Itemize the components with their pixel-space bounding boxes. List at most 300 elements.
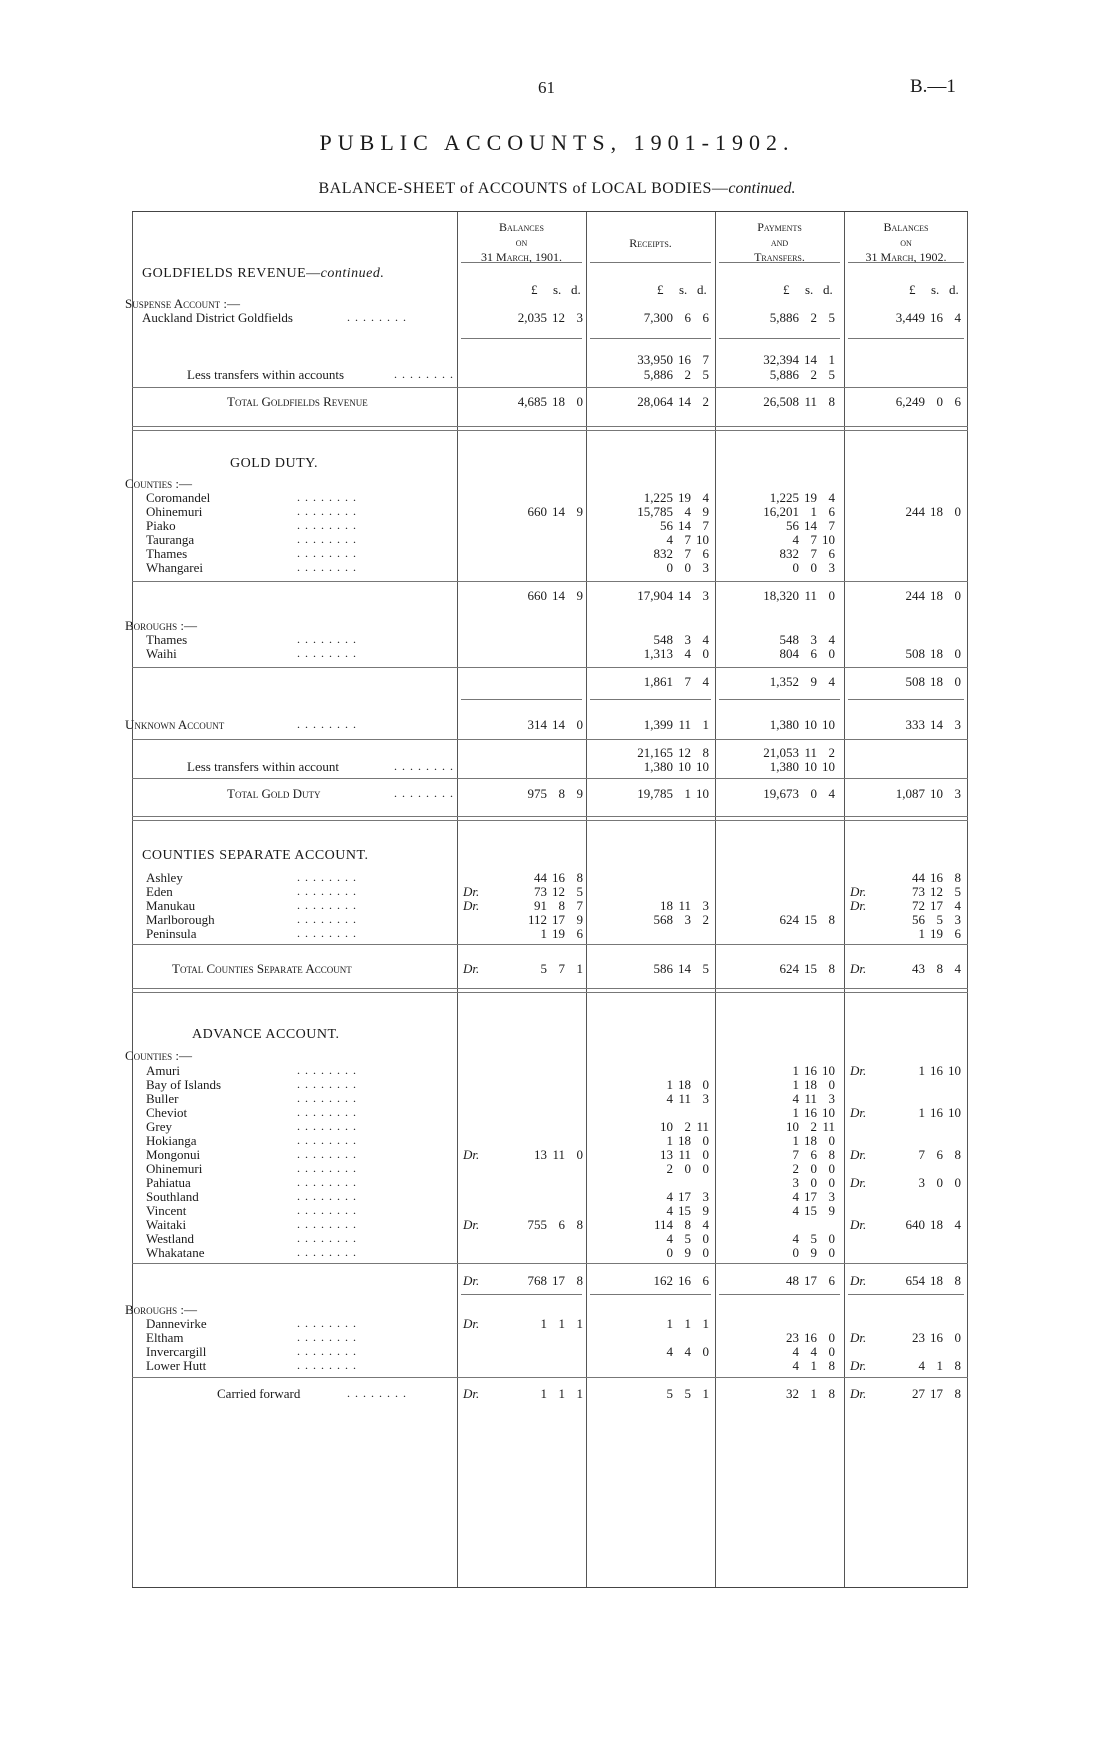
shillings: 18 xyxy=(930,1273,943,1288)
pounds: 0 xyxy=(666,560,673,575)
amount-c3 xyxy=(745,1147,835,1162)
pounds: 19,785 xyxy=(637,786,673,801)
amount-c4 xyxy=(871,961,961,976)
table-row xyxy=(132,759,968,774)
pounds: 13 xyxy=(534,1147,547,1162)
pounds: 1 xyxy=(792,1133,799,1148)
pence-unit: d. xyxy=(571,282,581,297)
amount-c3 xyxy=(745,1386,835,1401)
table-row xyxy=(132,1316,968,1331)
leader-dots: . . . . . . . . xyxy=(394,367,454,381)
pence-unit: d. xyxy=(823,282,833,297)
shillings: 18 xyxy=(804,1077,817,1092)
shillings: 17 xyxy=(804,1273,817,1288)
column-heading-line: 31 March, 1902. xyxy=(865,250,947,264)
table-row xyxy=(132,546,968,561)
shillings: 14 xyxy=(804,518,817,533)
shillings: 19 xyxy=(804,490,817,505)
shillings: 1 xyxy=(810,1358,817,1373)
shillings: 19 xyxy=(678,490,691,505)
page-reference: B.—1 xyxy=(910,76,956,97)
column-heading-c3 xyxy=(715,220,844,265)
shillings: 15 xyxy=(678,1203,691,1218)
amount-c3 xyxy=(745,367,835,382)
pounds: 7,300 xyxy=(643,310,673,325)
row-label: Manukau xyxy=(146,898,196,913)
amount-c2 xyxy=(619,961,709,976)
row-label: Amuri xyxy=(146,1063,180,1078)
amount-c2 xyxy=(619,1231,709,1246)
shillings: 19 xyxy=(552,926,565,941)
group-label-text: Counties :— xyxy=(125,476,193,491)
pence: 10 xyxy=(822,1063,835,1078)
shillings: 8 xyxy=(558,786,565,801)
shillings: 1 xyxy=(684,1316,691,1331)
pence: 0 xyxy=(828,1344,835,1359)
pounds: 314 xyxy=(527,717,547,732)
leader-dots: . . . . . . . . xyxy=(347,310,407,324)
section-heading xyxy=(192,1027,340,1043)
table-row xyxy=(132,532,968,547)
shillings: 18 xyxy=(930,674,943,689)
pounds: 1 xyxy=(540,926,547,941)
debit-marker: Dr. xyxy=(463,1316,480,1331)
shillings: 11 xyxy=(804,745,817,760)
amount-c3 xyxy=(745,504,835,519)
amount-c4 xyxy=(871,1386,961,1401)
pence: 6 xyxy=(828,1273,835,1288)
pounds: 13 xyxy=(660,1147,673,1162)
table-row xyxy=(132,1147,968,1162)
amount-c4 xyxy=(871,1063,961,1078)
leader-dots: . . . . . . . . xyxy=(297,1119,357,1133)
pence: 3 xyxy=(702,560,709,575)
pounds: 4 xyxy=(792,1231,799,1246)
pence: 0 xyxy=(702,1231,709,1246)
pounds: 27 xyxy=(912,1386,925,1401)
subtitle-suffix: continued. xyxy=(728,180,796,197)
amount-c2 xyxy=(619,1077,709,1092)
pounds: 4 xyxy=(666,1189,673,1204)
pounds: 1 xyxy=(666,1316,673,1331)
shillings: 0 xyxy=(810,560,817,575)
shillings: 4 xyxy=(684,1344,691,1359)
pounds: 4 xyxy=(666,1203,673,1218)
pence: 0 xyxy=(576,717,583,732)
pounds: 4 xyxy=(918,1358,925,1373)
amount-c3 xyxy=(745,1231,835,1246)
pounds: 56 xyxy=(912,912,925,927)
leader-dots: . . . . . . . . xyxy=(297,1203,357,1217)
shillings: 14 xyxy=(552,717,565,732)
pounds: 48 xyxy=(786,1273,799,1288)
pounds: 162 xyxy=(653,1273,673,1288)
section-heading-suffix: continued. xyxy=(320,266,385,281)
row-rule xyxy=(132,387,968,388)
row-label: Vincent xyxy=(146,1203,187,1218)
pounds: 18 xyxy=(660,898,673,913)
subtotal-rule xyxy=(590,699,711,700)
shillings: 1 xyxy=(936,1358,943,1373)
pence: 4 xyxy=(954,310,961,325)
pence: 5 xyxy=(702,961,709,976)
amount-c4 xyxy=(871,1105,961,1120)
table-row xyxy=(132,912,968,927)
table-row xyxy=(132,884,968,899)
row-label: Total Gold Duty xyxy=(227,786,321,801)
column-heading-line: and xyxy=(770,235,789,249)
pence: 10 xyxy=(822,759,835,774)
pence: 3 xyxy=(702,1189,709,1204)
amount-c1 xyxy=(493,1316,583,1331)
shillings: 11 xyxy=(678,1147,691,1162)
table-row xyxy=(132,1386,968,1401)
pence: 0 xyxy=(828,1077,835,1092)
debit-marker: Dr. xyxy=(850,1330,867,1345)
leader-dots: . . . . . . . . xyxy=(297,717,357,731)
pounds: 23 xyxy=(786,1330,799,1345)
row-label: Buller xyxy=(146,1091,179,1106)
amount-c1 xyxy=(493,926,583,941)
pence: 1 xyxy=(702,1316,709,1331)
row-label: Marlborough xyxy=(146,912,215,927)
amount-c4 xyxy=(871,674,961,689)
pounds: 1 xyxy=(918,1105,925,1120)
pounds: 832 xyxy=(779,546,799,561)
column-heading-c2 xyxy=(586,236,715,251)
table-row xyxy=(132,961,968,976)
table-row xyxy=(132,1344,968,1359)
pence: 3 xyxy=(954,912,961,927)
pounds: 91 xyxy=(534,898,547,913)
shillings: 18 xyxy=(552,394,565,409)
pounds: 1,087 xyxy=(895,786,925,801)
shillings: 4 xyxy=(684,646,691,661)
amount-c1 xyxy=(493,394,583,409)
pounds: 28,064 xyxy=(637,394,673,409)
leader-dots: . . . . . . . . xyxy=(297,898,357,912)
amount-c3 xyxy=(745,674,835,689)
amount-c3 xyxy=(745,912,835,927)
shillings: 12 xyxy=(930,884,943,899)
shillings: 0 xyxy=(684,560,691,575)
shillings: 18 xyxy=(930,646,943,661)
amount-c2 xyxy=(619,1161,709,1176)
row-rule xyxy=(132,667,968,668)
table-row xyxy=(132,632,968,647)
amount-c4 xyxy=(871,926,961,941)
amount-c1 xyxy=(493,870,583,885)
pence: 4 xyxy=(954,898,961,913)
pence: 1 xyxy=(576,1316,583,1331)
column-heading-line: Transfers. xyxy=(754,250,805,264)
row-label: Grey xyxy=(146,1119,172,1134)
shillings: 0 xyxy=(936,1175,943,1190)
pounds: 1,352 xyxy=(769,674,799,689)
shillings: 1 xyxy=(558,1316,565,1331)
pence: 3 xyxy=(954,786,961,801)
shillings: 1 xyxy=(810,1386,817,1401)
row-label: Dannevirke xyxy=(146,1316,207,1331)
table-row xyxy=(132,898,968,913)
pence: 3 xyxy=(954,717,961,732)
amount-c2 xyxy=(619,532,709,547)
pounds: 33,950 xyxy=(637,352,673,367)
pounds: 5,886 xyxy=(769,310,799,325)
shilling-unit: s. xyxy=(931,282,940,297)
leader-dots: . . . . . . . . xyxy=(297,926,357,940)
table-row xyxy=(132,1245,968,1260)
pence: 0 xyxy=(702,1077,709,1092)
shillings: 14 xyxy=(678,961,691,976)
amount-c4 xyxy=(871,717,961,732)
pounds: 1 xyxy=(792,1105,799,1120)
amount-c4 xyxy=(871,884,961,899)
table-row xyxy=(125,717,968,732)
shillings: 0 xyxy=(810,1161,817,1176)
pence-unit: d. xyxy=(949,282,959,297)
shillings: 16 xyxy=(930,1330,943,1345)
pounds: 4,685 xyxy=(517,394,547,409)
pounds: 43 xyxy=(912,961,925,976)
amount-c2 xyxy=(619,352,709,367)
table-row xyxy=(132,926,968,941)
shillings: 11 xyxy=(804,588,817,603)
pounds: 5,886 xyxy=(769,367,799,382)
amount-c3 xyxy=(745,490,835,505)
table-row xyxy=(132,367,968,382)
pounds: 16,201 xyxy=(763,504,799,519)
amount-c3 xyxy=(745,632,835,647)
shillings: 6 xyxy=(558,1217,565,1232)
pence: 4 xyxy=(702,490,709,505)
pounds: 26,508 xyxy=(763,394,799,409)
pounds: 2 xyxy=(666,1161,673,1176)
debit-marker: Dr. xyxy=(850,1217,867,1232)
shillings: 17 xyxy=(552,1273,565,1288)
debit-marker: Dr. xyxy=(463,1386,480,1401)
debit-marker: Dr. xyxy=(463,884,480,899)
section-heading-text: ADVANCE ACCOUNT. xyxy=(192,1027,340,1042)
row-rule xyxy=(132,1263,968,1264)
shillings: 10 xyxy=(930,786,943,801)
row-rule xyxy=(132,739,968,740)
amount-c2 xyxy=(619,1217,709,1232)
amount-c1 xyxy=(493,717,583,732)
amount-c3 xyxy=(745,745,835,760)
amount-c4 xyxy=(871,912,961,927)
shillings: 1 xyxy=(810,504,817,519)
shillings: 11 xyxy=(678,898,691,913)
pence: 4 xyxy=(828,632,835,647)
table-row xyxy=(132,588,968,603)
shillings: 16 xyxy=(930,870,943,885)
pence: 6 xyxy=(828,504,835,519)
column-heading-line: Receipts. xyxy=(629,236,672,250)
pounds: 3 xyxy=(918,1175,925,1190)
amount-c2 xyxy=(619,912,709,927)
pounds: 660 xyxy=(527,504,547,519)
pounds: 2 xyxy=(792,1161,799,1176)
table-row xyxy=(132,310,968,325)
group-label xyxy=(125,296,968,311)
amount-c4 xyxy=(871,786,961,801)
shillings: 4 xyxy=(684,504,691,519)
pounds: 4 xyxy=(666,1344,673,1359)
row-label: Westland xyxy=(146,1231,195,1246)
pence: 9 xyxy=(576,786,583,801)
shillings: 5 xyxy=(684,1386,691,1401)
pence: 8 xyxy=(828,961,835,976)
row-label: Cheviot xyxy=(146,1105,188,1120)
pence: 11 xyxy=(696,1119,709,1134)
pence: 3 xyxy=(576,310,583,325)
table-row xyxy=(132,490,968,505)
debit-marker: Dr. xyxy=(850,1273,867,1288)
pounds: 508 xyxy=(905,674,925,689)
row-label: Unknown Account xyxy=(125,717,225,732)
shillings: 18 xyxy=(678,1133,691,1148)
pounds: 56 xyxy=(660,518,673,533)
pounds: 1 xyxy=(540,1386,547,1401)
shillings: 12 xyxy=(678,745,691,760)
pounds: 1,380 xyxy=(643,759,673,774)
section-heading-text: COUNTIES SEPARATE ACCOUNT. xyxy=(142,848,369,863)
pence: 1 xyxy=(828,352,835,367)
table-row xyxy=(132,1091,968,1106)
shillings: 8 xyxy=(936,961,943,976)
amount-c2 xyxy=(619,1273,709,1288)
table-row xyxy=(132,1203,968,1218)
pence: 6 xyxy=(954,394,961,409)
pence: 7 xyxy=(702,518,709,533)
pence: 3 xyxy=(828,1091,835,1106)
pence: 3 xyxy=(828,560,835,575)
pounds: 5,886 xyxy=(643,367,673,382)
amount-c2 xyxy=(619,1203,709,1218)
shillings: 6 xyxy=(936,1147,943,1162)
amount-c2 xyxy=(619,1091,709,1106)
pounds: 3 xyxy=(792,1175,799,1190)
shillings: 18 xyxy=(930,588,943,603)
pence: 8 xyxy=(828,394,835,409)
pence: 4 xyxy=(828,490,835,505)
shillings: 16 xyxy=(930,1063,943,1078)
pounds: 56 xyxy=(786,518,799,533)
pounds: 1,225 xyxy=(769,490,799,505)
column-heading-line: on xyxy=(515,235,528,249)
amount-c3 xyxy=(745,1358,835,1373)
leader-dots: . . . . . . . . xyxy=(297,646,357,660)
shillings: 16 xyxy=(552,870,565,885)
table-row xyxy=(132,870,968,885)
amount-c2 xyxy=(619,546,709,561)
leader-dots: . . . . . . . . xyxy=(347,1386,407,1400)
shillings: 1 xyxy=(684,786,691,801)
amount-c4 xyxy=(871,1147,961,1162)
pence: 8 xyxy=(576,1217,583,1232)
amount-c2 xyxy=(619,367,709,382)
amount-c2 xyxy=(619,1245,709,1260)
leader-dots: . . . . . . . . xyxy=(297,870,357,884)
row-label: Tauranga xyxy=(146,532,195,547)
pence: 8 xyxy=(702,745,709,760)
row-rule xyxy=(132,944,968,945)
row-rule xyxy=(132,1377,968,1378)
row-label: Mongonui xyxy=(146,1147,201,1162)
amount-c4 xyxy=(871,1273,961,1288)
pounds: 4 xyxy=(792,1358,799,1373)
row-label: Hokianga xyxy=(146,1133,197,1148)
pence: 7 xyxy=(828,518,835,533)
pence: 0 xyxy=(702,1133,709,1148)
shillings: 16 xyxy=(804,1105,817,1120)
column-heading-line: on xyxy=(900,235,912,249)
amount-c1 xyxy=(493,961,583,976)
subtotal-rule xyxy=(461,699,582,700)
amount-c3 xyxy=(745,1077,835,1092)
pence: 1 xyxy=(576,961,583,976)
pence: 10 xyxy=(822,532,835,547)
shillings: 9 xyxy=(810,674,817,689)
pounds: 0 xyxy=(792,1245,799,1260)
table-row xyxy=(132,1161,968,1176)
leader-dots: . . . . . . . . xyxy=(297,504,357,518)
pence: 0 xyxy=(576,1147,583,1162)
shillings: 8 xyxy=(684,1217,691,1232)
table-row xyxy=(132,1217,968,1232)
pounds: 2,035 xyxy=(517,310,547,325)
pence: 1 xyxy=(576,1386,583,1401)
pence: 0 xyxy=(828,588,835,603)
subtotal-rule xyxy=(719,699,840,700)
pounds: 4 xyxy=(792,1189,799,1204)
pounds: 1 xyxy=(666,1133,673,1148)
amount-c2 xyxy=(619,786,709,801)
pounds: 4 xyxy=(666,1231,673,1246)
pence-unit: d. xyxy=(697,282,707,297)
shillings: 10 xyxy=(804,717,817,732)
amount-c2 xyxy=(619,1316,709,1331)
pence: 5 xyxy=(954,884,961,899)
column-heading-c4 xyxy=(844,220,968,265)
pounds: 21,165 xyxy=(637,745,673,760)
amount-c2 xyxy=(619,1344,709,1359)
row-label: Eltham xyxy=(146,1330,184,1345)
row-label: Less transfers within account xyxy=(187,759,339,774)
row-label: Pahiatua xyxy=(146,1175,191,1190)
leader-dots: . . . . . . . . xyxy=(297,1147,357,1161)
subtotal-rule xyxy=(461,1294,582,1295)
group-label-text: Boroughs :— xyxy=(125,618,198,633)
pounds: 1,313 xyxy=(643,646,673,661)
amount-c1 xyxy=(493,504,583,519)
pence: 9 xyxy=(576,588,583,603)
pounds: 640 xyxy=(905,1217,925,1232)
leader-dots: . . . . . . . . xyxy=(297,632,357,646)
pence: 8 xyxy=(954,1358,961,1373)
section-double-rule xyxy=(132,816,968,821)
pence: 9 xyxy=(702,504,709,519)
shillings: 0 xyxy=(810,786,817,801)
amount-c3 xyxy=(745,532,835,547)
pence: 11 xyxy=(822,1119,835,1134)
debit-marker: Dr. xyxy=(463,1273,480,1288)
pounds: 333 xyxy=(905,717,925,732)
leader-dots: . . . . . . . . xyxy=(297,1217,357,1231)
shillings: 11 xyxy=(678,717,691,732)
pounds: 7 xyxy=(918,1147,925,1162)
